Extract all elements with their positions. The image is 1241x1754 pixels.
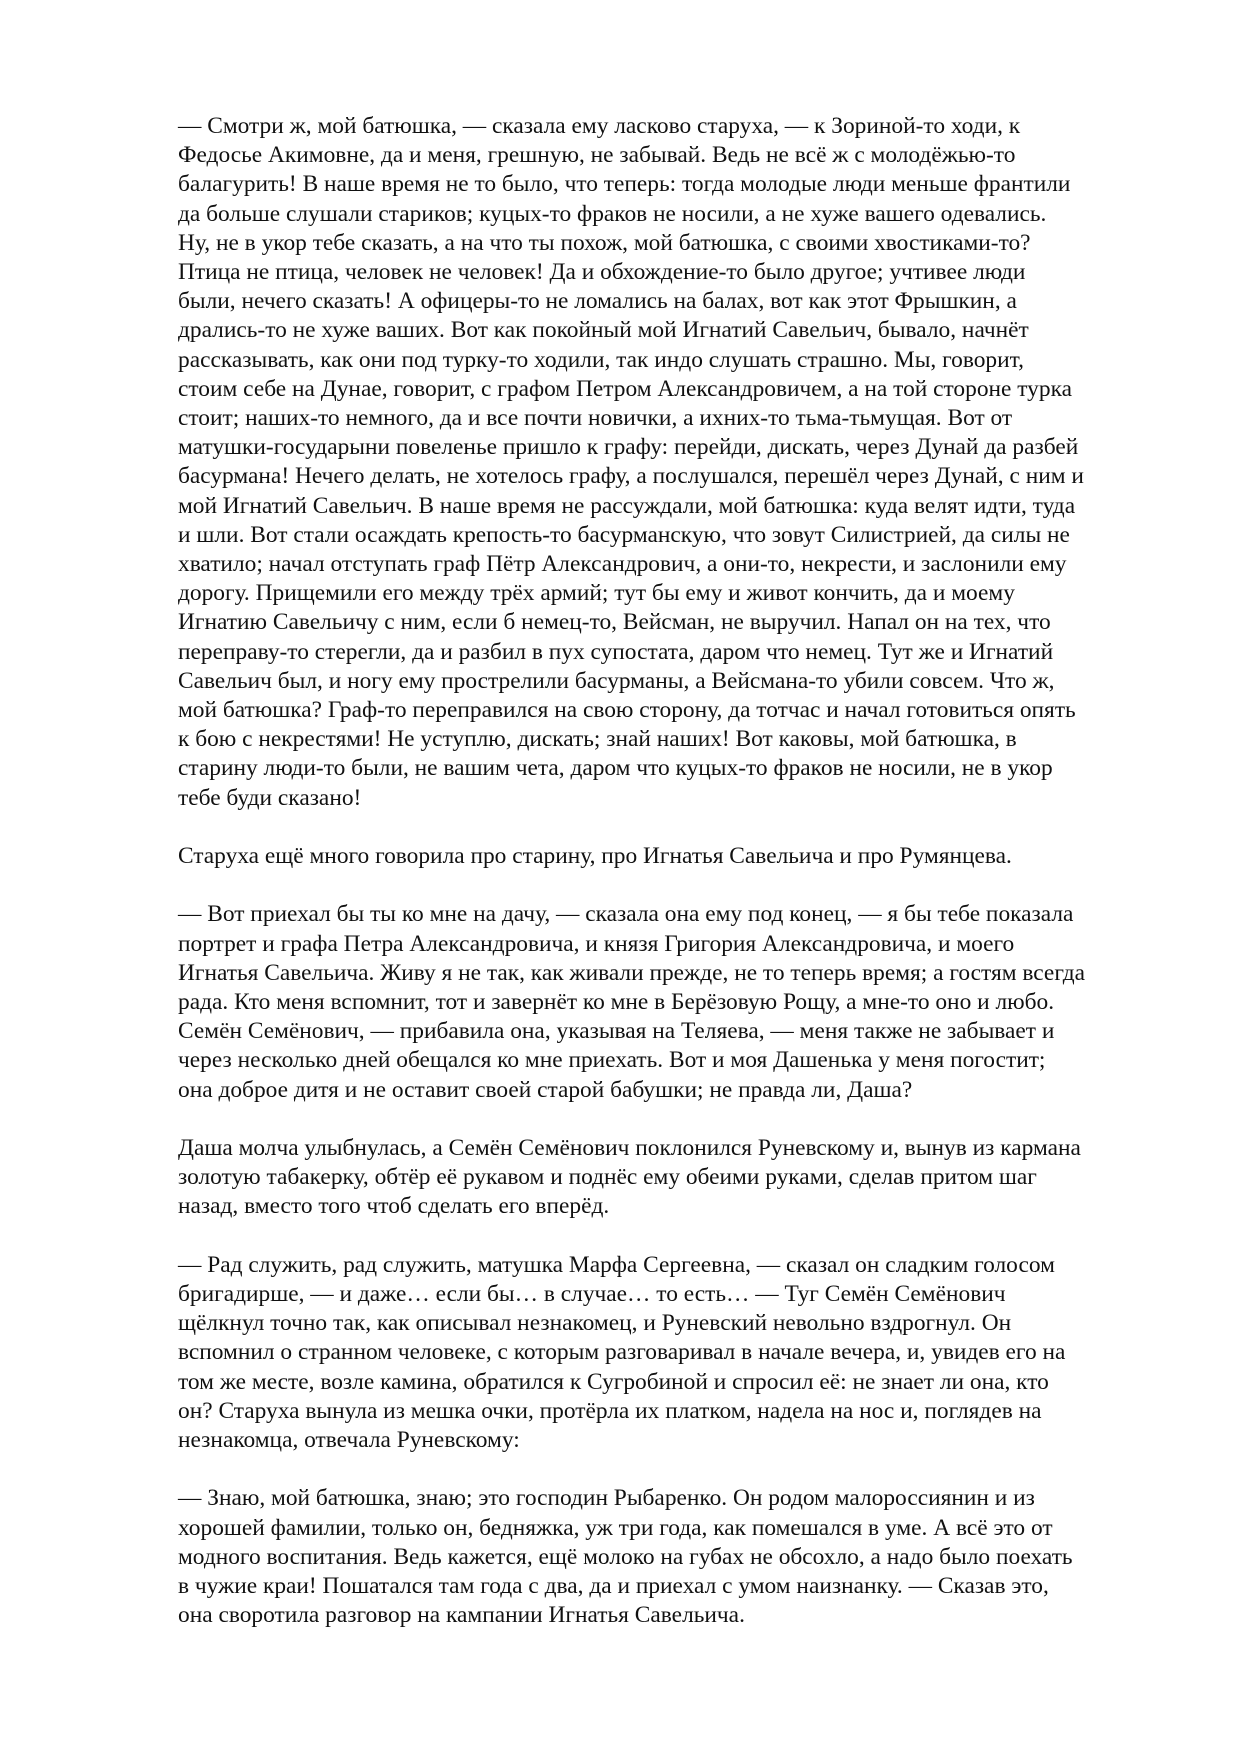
text-line: Птица не птица, человек не человек! Да и обхождение-то было другое; учтивее люди xyxy=(178,259,1026,286)
paragraph-4 xyxy=(178,1134,1163,1222)
text-line: басурмана! Нечего делать, не хотелось графу, а послушался, перешёл через Дунай, с ним и xyxy=(178,463,1084,490)
text-line: переправу-то стерегли, да и разбил в пух супостата, даром что немец. Тут же и Игнатий xyxy=(178,638,1054,665)
text-line: хорошей фамилии, только он, бедняжка, уж три года, как помешался в уме. А всё это от xyxy=(178,1514,1053,1541)
text-line: хватило; начал отступать граф Пётр Александрович, а они-то, некрести, и заслонили ему xyxy=(178,551,1067,578)
text-line: стоим себе на Дунае, говорит, с графом Петром Александровичем, а на той стороне турка xyxy=(178,375,1072,402)
text-line: Ну, не в укор тебе сказать, а на что ты похож, мой батюшка, с своими хвостиками-то? xyxy=(178,229,1031,256)
text-line: стоит; наших-то немного, да и все почти новички, а ихних-то тьма-тьмущая. Вот от xyxy=(178,405,1013,432)
text-line: рассказывать, как они под турку-то ходили, так индо слушать страшно. Мы, говорит, xyxy=(178,346,1024,373)
text-line: да больше слушали стариков; куцых-то фраков не носили, а не хуже вашего одевались. xyxy=(178,200,1047,227)
text-line: рада. Кто меня вспомнит, тот и завернёт ко мне в Берёзовую Рощу, а мне-то оно и любо. xyxy=(178,989,1055,1016)
text-line: Игнатию Савельичу с ним, если б немец-то, Вейсман, не выручил. Напал он на тех, что xyxy=(178,609,1051,636)
text-line: Игнатья Савельича. Живу я не так, как живали прежде, не то теперь время; а гостям всегда xyxy=(178,959,1086,986)
text-line: были, нечего сказать! А офицеры-то не ломались на балах, вот как этот Фрышкин, а xyxy=(178,288,1017,315)
text-line: дрались-то не хуже ваших. Вот как покойный мой Игнатий Савельич, бывало, начнёт xyxy=(178,317,1029,344)
paragraph-6 xyxy=(178,1484,1163,1630)
text-line: портрет и графа Петра Александровича, и князя Григория Александровича, и моего xyxy=(178,930,1015,957)
text-line: незнакомца, отвечала Руневскому: xyxy=(178,1427,520,1454)
text-line: мой Игнатий Савельич. В наше время не рассуждали, мой батюшка: куда велят идти, туда xyxy=(178,492,1076,519)
text-line: тебе буди сказано! xyxy=(178,784,362,811)
text-line: Семён Семёнович, — прибавила она, указывая на Теляева, — меня также не забывает и xyxy=(178,1018,1055,1045)
text-line: — Вот приехал бы ты ко мне на дачу, — сказала она ему под конец, — я бы тебе показала xyxy=(178,901,1074,928)
text-line: в чужие краи! Пошатался там года с два, да и приехал с умом наизнанку. — Сказав это, xyxy=(178,1573,1049,1600)
text-column xyxy=(178,112,1163,1660)
text-line: она своротила разговор на кампании Игнатья Савельича. xyxy=(178,1602,745,1629)
text-line: — Знаю, мой батюшка, знаю; это господин Рыбаренко. Он родом малороссиянин и из xyxy=(178,1485,1035,1512)
text-line: золотую табакерку, обтёр её рукавом и поднёс ему обеими руками, сделав притом шаг xyxy=(178,1164,1037,1191)
text-line: балагурить! В наше время не то было, что теперь: тогда молодые люди меньше франтили xyxy=(178,171,1071,198)
paragraph-5 xyxy=(178,1251,1163,1455)
text-line: и шли. Вот стали осаждать крепость-то басурманскую, что зовут Силистрией, да силы не xyxy=(178,521,1070,548)
text-line: она доброе дитя и не оставит своей старой бабушки; не правда ли, Даша? xyxy=(178,1076,913,1103)
text-line: мой батюшка? Граф-то переправился на свою сторону, да тотчас и начал готовиться опять xyxy=(178,697,1076,724)
text-line: щёлкнул точно так, как описывал незнакомец, и Руневский невольно вздрогнул. Он xyxy=(178,1310,1012,1337)
text-line: через несколько дней обещался ко мне приехать. Вот и моя Дашенька у меня погостит; xyxy=(178,1047,1046,1074)
text-line: назад, вместо того чтоб сделать его вперёд. xyxy=(178,1193,610,1220)
text-line: Савельич был, и ногу ему прострелили басурманы, а Вейсмана-то убили совсем. Что ж, xyxy=(178,667,1055,694)
text-line: бригадирше, — и даже… если бы… в случае… то есть… — Туг Семён Семёнович xyxy=(178,1281,1006,1308)
text-line: старину люди-то были, не вашим чета, даром что куцых-то фраков не носили, не в укор xyxy=(178,755,1053,782)
text-line: дорогу. Прищемили его между трёх армий; тут бы ему и живот кончить, да и моему xyxy=(178,580,1015,607)
text-line: Старуха ещё много говорила про старину, про Игнатья Савельича и про Румянцева. xyxy=(178,843,1012,870)
text-line: вспомнил о странном человеке, с которым разговаривал в начале вечера, и, увидев его на xyxy=(178,1339,1066,1366)
text-line: матушки-государыни повеленье пришло к графу: перейди, дискать, через Дунай да разбей xyxy=(178,434,1079,461)
text-line: он? Старуха вынула из мешка очки, протёрла их платком, надела на нос и, поглядев на xyxy=(178,1397,1042,1424)
text-line: том же месте, возле камина, обратился к Сугробиной и спросил её: не знает ли она, кто xyxy=(178,1368,1049,1395)
text-line: Федосье Акимовне, да и меня, грешную, не забывай. Ведь не всё ж с молодёжью-то xyxy=(178,142,1016,169)
text-line: модного воспитания. Ведь кажется, ещё молоко на губах не обсохло, а надо было поехать xyxy=(178,1543,1073,1570)
text-line: Даша молча улыбнулась, а Семён Семёнович поклонился Руневскому и, вынув из кармана xyxy=(178,1135,1081,1162)
text-line: к бою с некрестями! Не уступлю, дискать; знай наших! Вот каковы, мой батюшка, в xyxy=(178,726,1017,753)
text-line: — Рад служить, рад служить, матушка Марфа Сергеевна, — сказал он сладким голосом xyxy=(178,1251,1055,1278)
paragraph-1 xyxy=(178,112,1163,813)
paragraph-2 xyxy=(178,842,1163,871)
paragraph-3 xyxy=(178,900,1163,1104)
text-line: — Смотри ж, мой батюшка, — сказала ему ласково старуха, — к Зориной-то ходи, к xyxy=(178,113,1021,139)
